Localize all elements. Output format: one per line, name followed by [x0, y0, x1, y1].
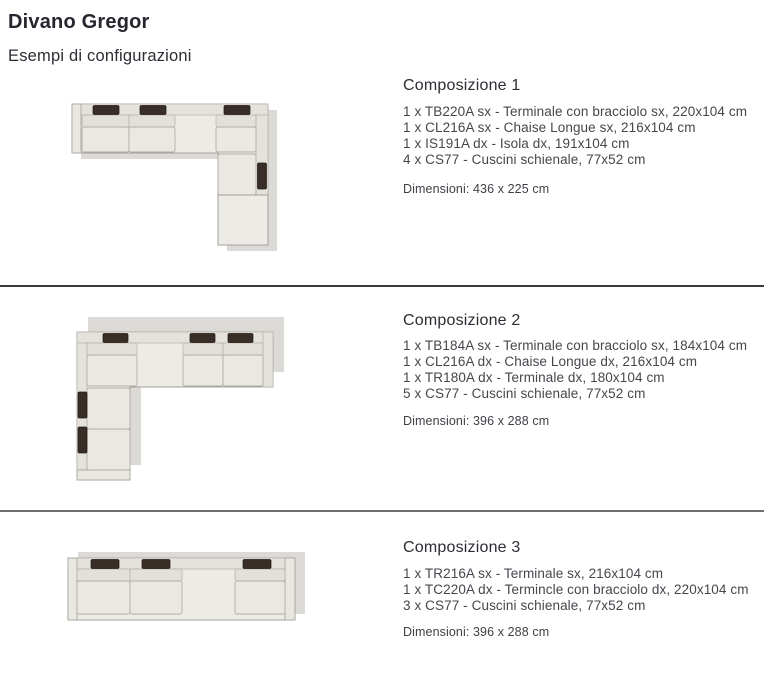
list-item: 1 x TR180A dx - Terminale dx, 180x104 cm [403, 370, 665, 385]
composition-1-dimensions: Dimensioni: 436 x 225 cm [403, 182, 550, 196]
composition-3-dimensions: Dimensioni: 396 x 288 cm [403, 625, 550, 639]
sofa-diagram-composition-2 [65, 312, 310, 490]
composition-2-title: Composizione 2 [403, 312, 521, 329]
sofa-diagram-composition-1 [60, 88, 310, 260]
sofa-diagram-composition-3 [60, 550, 310, 630]
list-item: 1 x CL216A sx - Chaise Longue sx, 216x104 cm [403, 120, 696, 135]
list-item: 3 x CS77 - Cuscini schienale, 77x52 cm [403, 598, 646, 613]
list-item: 1 x CL216A dx - Chaise Longue dx, 216x104 cm [403, 354, 698, 369]
section-divider [0, 285, 764, 287]
page-subtitle: Esempi di configurazioni [8, 47, 192, 65]
list-item: 1 x TC220A dx - Termincle con bracciolo dx, 220x104 cm [403, 582, 749, 597]
composition-2-dimensions: Dimensioni: 396 x 288 cm [403, 414, 550, 428]
section-divider [0, 510, 764, 512]
composition-1-title: Composizione 1 [403, 77, 521, 94]
list-item: 1 x TR216A sx - Terminale sx, 216x104 cm [403, 566, 664, 581]
page-title: Divano Gregor [8, 11, 150, 33]
list-item: 4 x CS77 - Cuscini schienale, 77x52 cm [403, 152, 646, 167]
list-item: 1 x IS191A dx - Isola dx, 191x104 cm [403, 136, 630, 151]
sofa-seats [82, 115, 268, 245]
composition-3-items [403, 566, 761, 614]
composition-2-items [403, 338, 761, 402]
composition-1-items [403, 104, 761, 168]
list-item: 1 x TB184A sx - Terminale con bracciolo sx, 184x104 cm [403, 338, 748, 353]
list-item: 1 x TB220A sx - Terminale con bracciolo sx, 220x104 cm [403, 104, 748, 119]
composition-3-title: Composizione 3 [403, 539, 521, 556]
list-item: 5 x CS77 - Cuscini schienale, 77x52 cm [403, 386, 646, 401]
sofa-seats [77, 569, 285, 614]
